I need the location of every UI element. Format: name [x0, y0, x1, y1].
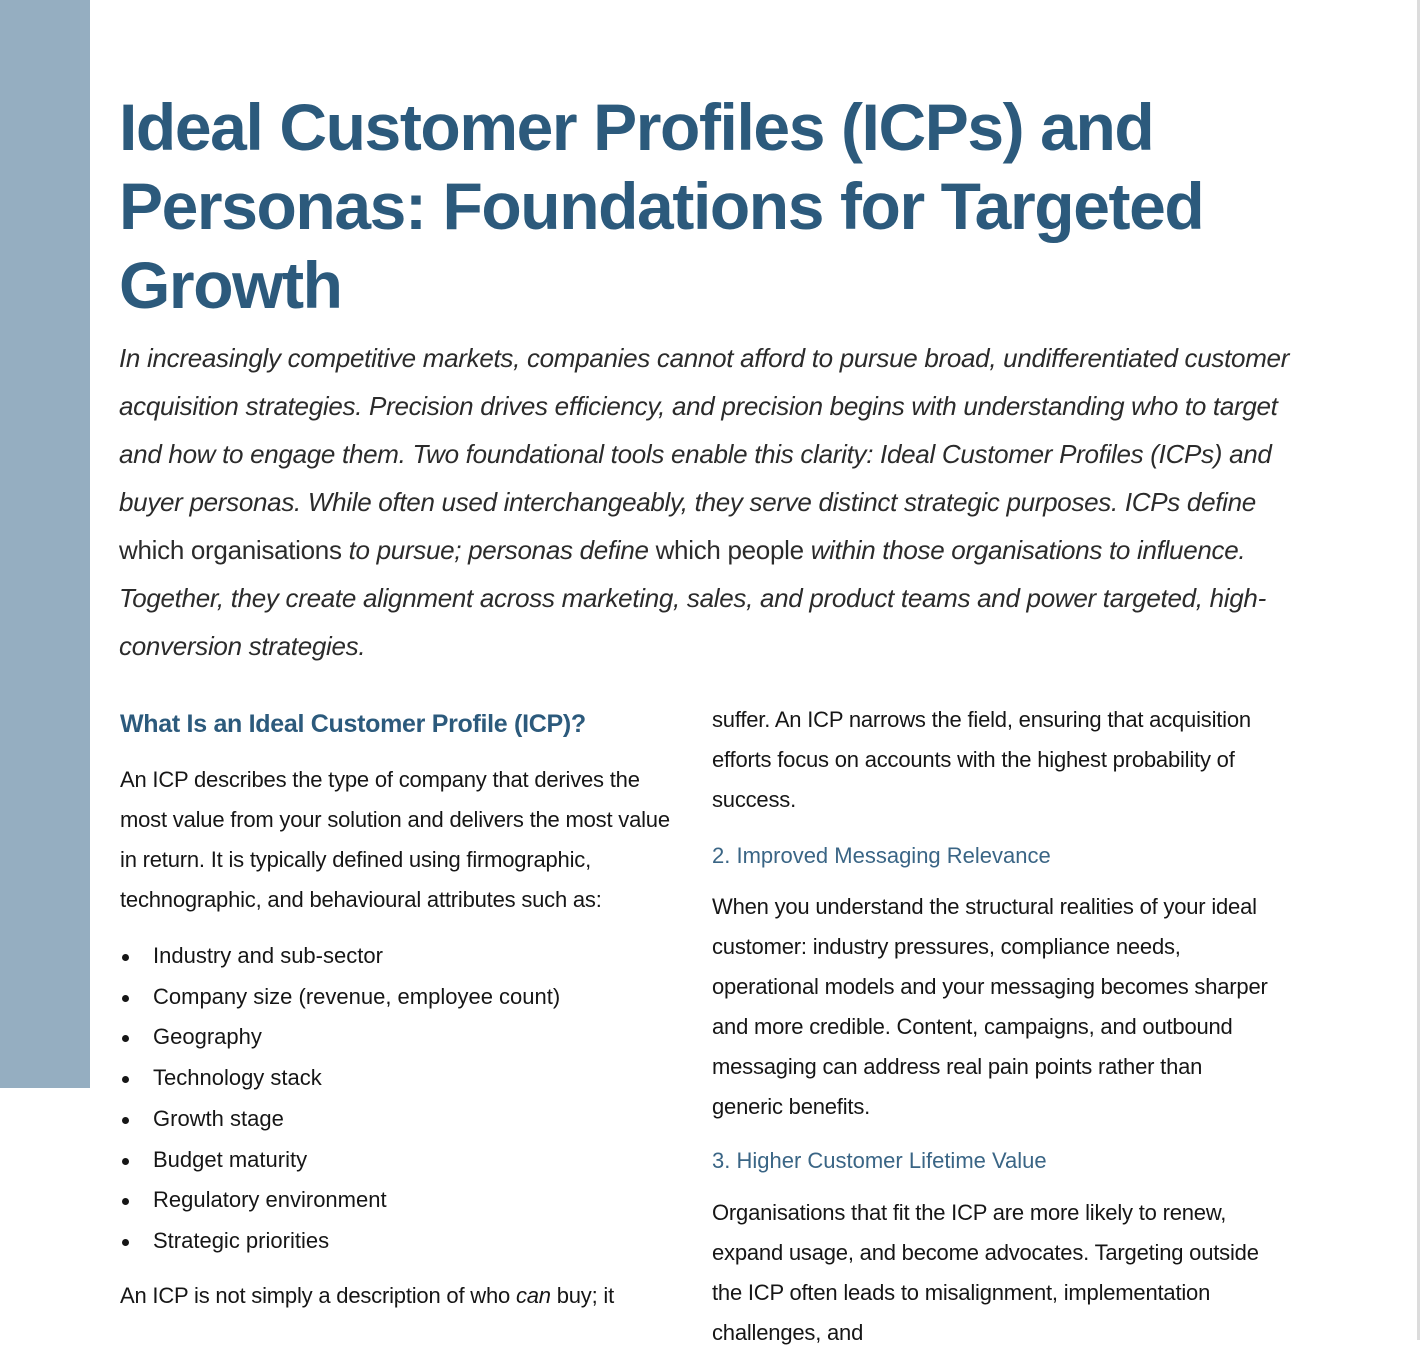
list-item — [120, 1180, 680, 1221]
list-item — [120, 936, 680, 977]
list-item-label: Company size (revenue, employee count) — [153, 983, 561, 1009]
intro-text-4: which people — [648, 535, 811, 565]
intro-paragraph — [119, 334, 1314, 670]
list-item — [120, 1017, 680, 1058]
intro-text-2: which organisations — [119, 535, 349, 565]
list-item-label: Industry and sub-sector — [153, 943, 383, 968]
left-column — [120, 700, 680, 1316]
continuation-paragraph: suffer. An ICP narrows the field, ensuring that acquisition efforts focus on accounts with the highest probability of success. — [712, 707, 1251, 812]
list-item-label: Technology stack — [153, 1065, 322, 1091]
bullet-icon — [122, 1198, 129, 1205]
right-column — [712, 700, 1272, 1353]
subheading-messaging-relevance: 2. Improved Messaging Relevance — [712, 843, 1051, 868]
list-item-label: Regulatory environment — [153, 1187, 387, 1213]
list-item — [120, 1058, 680, 1099]
list-item — [120, 1140, 680, 1181]
bullet-icon — [122, 1158, 129, 1165]
list-item-label: Geography — [153, 1024, 262, 1050]
intro-text-1: In increasingly competitive markets, companies cannot afford to pursue broad, undifferentiated customer acquisition strategies. Precision drives efficiency, and precision begins with understanding who to target and how to engage them. Two foundational tools enable this clarity: Ideal Customer Profiles (ICPs) and buyer personas. While often used interchangeably, they serve distinct strategic purposes. ICPs define — [119, 343, 1290, 517]
list-item — [120, 1099, 680, 1140]
closing-text-1: An ICP is not simply a description of who — [120, 1282, 516, 1308]
bullet-icon — [122, 1239, 129, 1246]
intro-text-3: to pursue; personas define — [348, 535, 649, 565]
messaging-relevance-paragraph: When you understand the structural realities of your ideal customer: industry pressures, compliance needs, operational models and your messaging becomes sharper and more credible. Content, campaigns, and outbound messaging can address real pain points rather than generic benefits. — [712, 894, 1268, 1119]
list-item — [120, 1221, 680, 1262]
icp-attribute-list — [120, 936, 680, 1262]
list-item — [120, 977, 680, 1018]
closing-text-2: buy; it — [550, 1282, 615, 1308]
icp-definition-paragraph: An ICP describes the type of company that derives the most value from your solution and delivers the most value in return. It is typically defined using firmographic, technographic, and behavioural attributes such as: — [120, 767, 670, 912]
closing-emphasis: can — [515, 1282, 551, 1308]
bullet-icon — [122, 1076, 129, 1083]
bullet-icon — [122, 1117, 129, 1124]
section-heading-icp: What Is an Ideal Customer Profile (ICP)? — [120, 710, 586, 738]
bullet-icon — [122, 1035, 129, 1042]
icp-closing-paragraph — [120, 1276, 680, 1316]
lifetime-value-paragraph: Organisations that fit the ICP are more likely to renew, expand usage, and become advocates. Targeting outside the ICP often leads to misalignment, implementation challenges, and — [712, 1200, 1259, 1345]
bullet-icon — [122, 995, 129, 1002]
intro-text-5: within those organisations to influence. Together, they create alignment across marketing, sales, and product teams and power targeted, high-conversion strategies. — [119, 535, 1266, 661]
decorative-side-bar — [0, 0, 90, 1088]
bullet-icon — [122, 954, 129, 961]
list-item-label: Budget maturity — [153, 1146, 308, 1172]
subheading-lifetime-value: 3. Higher Customer Lifetime Value — [712, 1148, 1047, 1173]
document-title: Ideal Customer Profiles (ICPs) and Personas: Foundations for Targeted Growth — [119, 90, 1204, 322]
list-item-label: Growth stage — [153, 1105, 284, 1131]
list-item-label: Strategic priorities — [153, 1227, 330, 1253]
